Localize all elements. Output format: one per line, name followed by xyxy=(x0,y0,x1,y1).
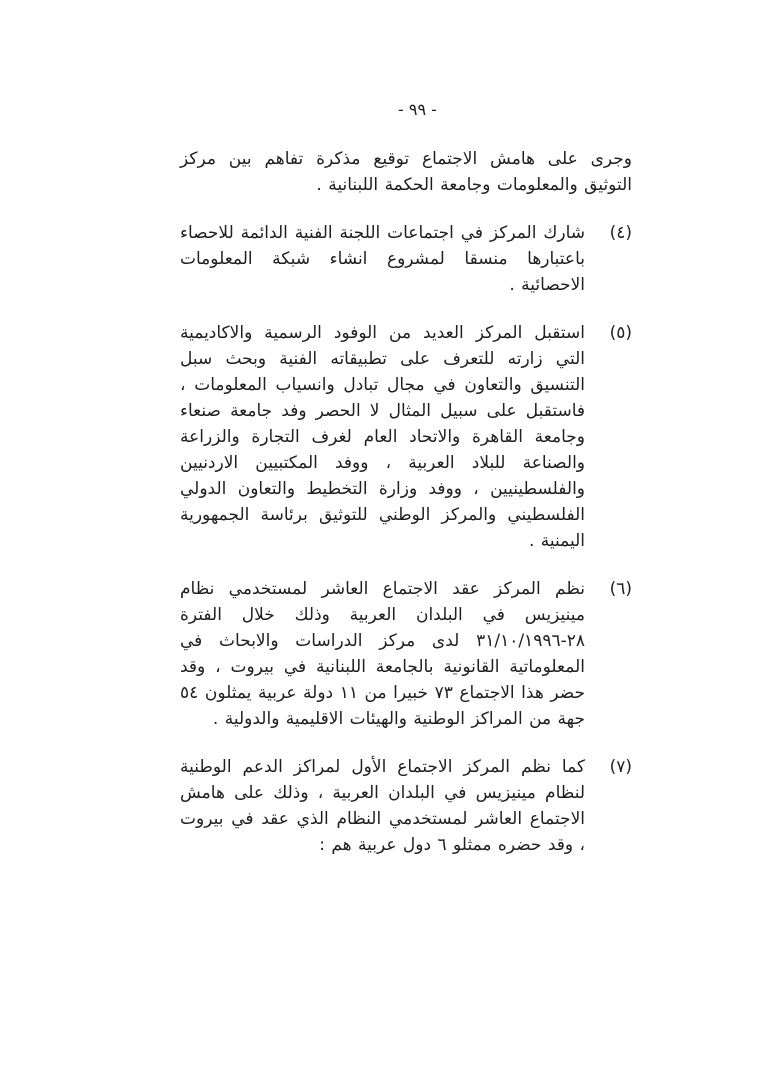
document-body xyxy=(180,146,632,858)
item-text: نظم المركز عقد الاجتماع العاشر لمستخدمي نظام مينيزيس في البلدان العربية وذلك خلال الفترة ٢٨-٣١/١٠/١٩٩٦ لدى مركز الدراسات والابحاث في المعلوماتية القانونية بالجامعة اللبنانية في بيروت ، وقد حضر هذا الاجتماع ٧٣ خبيرا من ١١ دولة عربية يمثلون ٥٤ جهة من المراكز الوطنية والهيئات الاقليمية والدولية . xyxy=(180,579,585,729)
item-marker: (٧) xyxy=(609,757,632,777)
paragraph-intro: وجرى على هامش الاجتماع توقيع مذكرة تفاهم بين مركز التوثيق والمعلومات وجامعة الحكمة اللبنانية . xyxy=(180,149,632,195)
item-marker: (٦) xyxy=(609,579,632,599)
numbered-item xyxy=(180,220,632,298)
item-text: كما نظم المركز الاجتماع الأول لمراكز الدعم الوطنية لنظام مينيزيس في البلدان العربية ، وذلك على هامش الاجتماع العاشر لمستخدمي النظام الذي عقد في بيروت ، وقد حضره ممثلو ٦ دول عربية هم : xyxy=(180,757,585,855)
page-number: - ٩٩ - xyxy=(398,100,437,119)
item-text: استقبل المركز العديد من الوفود الرسمية والاكاديمية التي زارته للتعرف على تطبيقاته الفنية وبحث سبل التنسيق والتعاون في مجال تبادل وانسياب المعلومات ، فاستقبل على سبيل المثال لا الحصر وفد جامعة صنعاء وجامعة القاهرة والاتحاد العام لغرف التجارة والزراعة والصناعة للبلاد العربية ، ووفد المكتبيين الاردنيين والفلسطينيين ، ووفد وزارة التخطيط والتعاون الدولي الفلسطيني والمركز الوطني للتوثيق برئاسة الجمهورية اليمنية . xyxy=(180,323,585,551)
item-text: شارك المركز في اجتماعات اللجنة الفنية الدائمة للاحصاء باعتبارها منسقا لمشروع انشاء شبكة المعلومات الاحصائية . xyxy=(180,223,585,295)
numbered-item xyxy=(180,320,632,554)
item-marker: (٤) xyxy=(609,223,632,243)
numbered-item xyxy=(180,754,632,858)
numbered-item xyxy=(180,576,632,732)
item-marker: (٥) xyxy=(609,323,632,343)
